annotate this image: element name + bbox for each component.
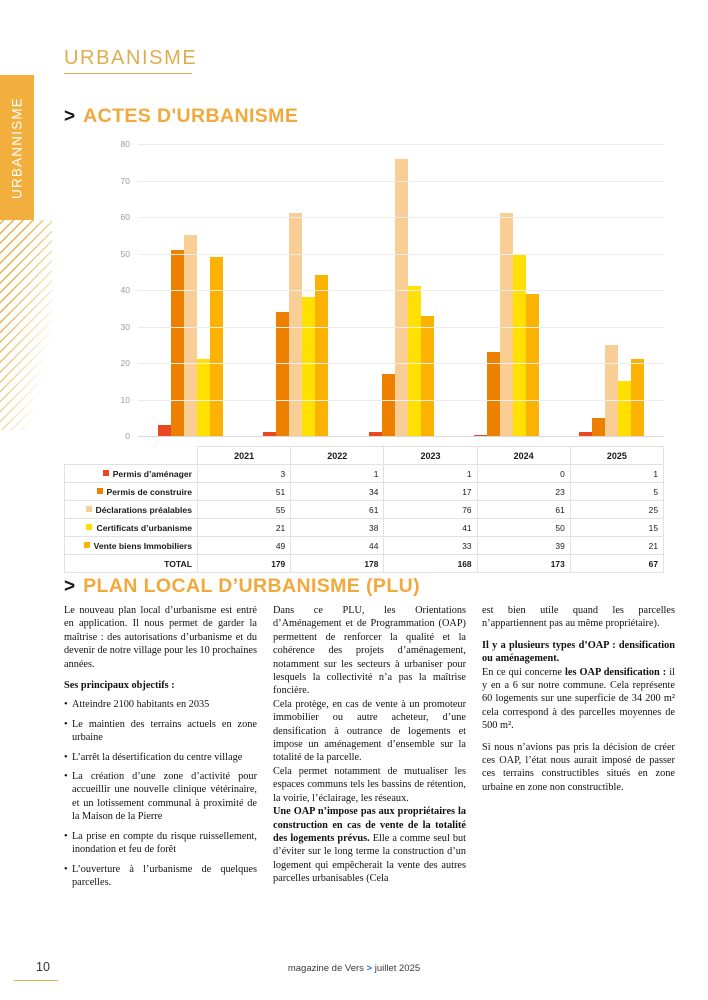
chart-gridline xyxy=(138,144,664,145)
left-decorative-rail xyxy=(0,0,34,1000)
table-cell: 23 xyxy=(477,483,570,501)
table-row-label xyxy=(65,501,198,519)
chart-bar xyxy=(263,432,276,436)
footer-page-number: 10 xyxy=(36,960,50,974)
plu-objective-item: • La création d’une zone d’activité pour accueillir une nouvelle clinique vétérinaire, et un lotissement communal à proximité de la Maison de la Pierre xyxy=(64,770,257,824)
footer-magazine-name: magazine de Vers xyxy=(287,963,364,974)
section-tab-label: URBANNISME xyxy=(9,96,25,199)
table-row-label xyxy=(65,465,198,483)
plu-objectives-list xyxy=(64,698,257,889)
chart-bar xyxy=(158,425,171,436)
plu-oap-paragraph-2: Cela protège, en cas de vente à un promoteur immobilier ou autre acheteur, d’une densification à outrance de logements et impose un aménagement d’ensemble sur la totalité de la parcelle. xyxy=(273,698,466,764)
table-total-row xyxy=(65,555,664,573)
plu-article-body xyxy=(64,604,676,934)
chart-y-tick-label: 60 xyxy=(120,212,130,222)
plu-oap-paragraph-4-bold: Une OAP n’impose pas aux propriétaires la construction en cas de vente de la totalité des logements prévus. xyxy=(273,806,466,844)
plu-objective-item: • L’ouverture à l’urbanisme de quelques parcelles. xyxy=(64,863,257,890)
plu-objective-item: • Atteindre 2100 habitants en 2035 xyxy=(64,698,257,711)
footer-rule xyxy=(14,980,58,981)
plu-oap-paragraph-3: Cela permet notamment de mutualiser les espaces communs tels les bassins de rétention, la voirie, l’éclairage, les réseaux. xyxy=(273,765,466,804)
chart-y-tick-label: 10 xyxy=(120,394,130,405)
section-tab-urbanisme xyxy=(0,75,34,220)
chart-y-tick-label: 30 xyxy=(120,321,130,332)
chart-bar xyxy=(289,213,302,436)
table-total-cell: 178 xyxy=(291,555,384,573)
section-heading-plu-label: PLAN LOCAL D’URBANISME (PLU) xyxy=(83,575,421,597)
chart-bar xyxy=(302,297,315,436)
legend-swatch-icon xyxy=(97,488,103,494)
plu-intro-paragraph: Le nouveau plan local d’urbanisme est entré en application. Il nous permet de garder la maîtrise : des autorisations d’urbanisme et du devenir de notre village pour les 10 prochaines années. xyxy=(64,605,258,670)
table-row-label-text: Permis de construire xyxy=(106,486,192,497)
legend-swatch-icon xyxy=(86,506,92,512)
plu-oap-types-title: Il y a plusieurs types d’OAP : densification ou aménagement. xyxy=(482,639,675,665)
table-cell: 21 xyxy=(570,537,663,555)
table-cell: 34 xyxy=(291,483,384,501)
table-cell: 76 xyxy=(384,501,477,519)
page-header xyxy=(64,47,664,74)
diagonal-stripes-decoration xyxy=(0,220,52,430)
footer-magazine-line xyxy=(0,963,708,974)
legend-swatch-icon xyxy=(103,470,109,476)
plu-oap-paragraph-5: est bien utile quand les parcelles n’appartiennent pas au même propriétaire). xyxy=(482,605,675,630)
plu-oap-paragraph-4-rest: Elle a comme seul but d’éviter sur le long terme la construction d’un logement qui empêcherait la vente des autres parcelles urbanisables (Cela xyxy=(273,832,466,885)
plu-densif-rest: il y en a 6 sur notre commune. Cela représente 60 logements sur une superficie de 34 200 m² cela correspond à des parcelles moyennes de 500 m². xyxy=(482,666,675,732)
chevron-right-icon: > xyxy=(64,576,76,597)
plu-objectives-title: Ses principaux objectifs : xyxy=(64,680,175,692)
table-cell: 44 xyxy=(291,537,384,555)
chart-bar xyxy=(315,275,328,436)
table-row xyxy=(65,501,664,519)
table-row-label-text: Déclarations préalables xyxy=(95,504,192,515)
table-cell: 61 xyxy=(477,501,570,519)
table-column-header: 2021 xyxy=(198,447,291,465)
legend-swatch-icon xyxy=(84,542,90,548)
table-row-label-text: Permis d’aménager xyxy=(112,468,192,479)
chart-gridline xyxy=(138,290,664,291)
table-cell: 1 xyxy=(384,465,477,483)
table-total-cell: 67 xyxy=(570,555,663,573)
chart-bar xyxy=(171,250,184,436)
table-row-label xyxy=(65,537,198,555)
chart-y-tick-label: 20 xyxy=(120,358,130,368)
table-cell: 55 xyxy=(198,501,291,519)
table-column-header: 2025 xyxy=(570,447,663,465)
table-cell: 61 xyxy=(291,501,384,519)
table-row xyxy=(65,519,664,537)
table-corner-cell xyxy=(65,447,198,465)
footer-separator-icon: > xyxy=(366,963,373,974)
chart-bar xyxy=(500,213,513,436)
chart-bar xyxy=(592,418,605,436)
plu-objective-item: • Le maintien des terrains actuels en zone urbaine xyxy=(64,718,257,745)
chevron-right-icon: > xyxy=(64,106,76,127)
actes-urbanisme-bar-chart xyxy=(64,139,664,446)
table-cell: 3 xyxy=(198,465,291,483)
chart-bar xyxy=(605,345,618,436)
chart-bar xyxy=(395,159,408,436)
table-cell: 41 xyxy=(384,519,477,537)
plu-column-1 xyxy=(64,604,257,934)
chart-bar xyxy=(382,374,395,436)
chart-gridline xyxy=(138,181,664,182)
chart-y-tick-label: 0 xyxy=(125,431,130,441)
chart-bar xyxy=(579,432,592,436)
table-cell: 38 xyxy=(291,519,384,537)
table-total-cell: 173 xyxy=(477,555,570,573)
plu-objective-item: • L’arrêt la désertification du centre village xyxy=(64,751,257,764)
plu-densif-lead: En ce qui concerne xyxy=(482,666,566,678)
chart-gridline xyxy=(138,327,664,328)
actes-urbanisme-data-table xyxy=(64,446,664,573)
table-cell: 51 xyxy=(198,483,291,501)
chart-y-tick-label: 80 xyxy=(120,139,130,149)
plu-objective-item: • La prise en compte du risque ruissellement, inondation et feu de forêt xyxy=(64,830,257,857)
section-heading-plu xyxy=(64,575,420,598)
plu-oap-paragraph-4 xyxy=(273,805,466,885)
table-row xyxy=(65,465,664,483)
chart-bar xyxy=(408,286,421,436)
plu-column-3 xyxy=(482,604,675,934)
chart-y-axis xyxy=(64,139,138,446)
table-column-header: 2022 xyxy=(291,447,384,465)
table-row xyxy=(65,483,664,501)
page-header-rule xyxy=(64,73,192,74)
plu-oap-conclusion-paragraph: Si nous n’avions pas pris la décision de créer ces OAP, l’état nous aurait imposé de passer ces terrains constructibles situés en zone urbaine en zone non constructible. xyxy=(482,741,675,793)
table-column-header: 2023 xyxy=(384,447,477,465)
chart-gridline xyxy=(138,217,664,218)
table-cell: 21 xyxy=(198,519,291,537)
table-cell: 17 xyxy=(384,483,477,501)
table-total-cell: 168 xyxy=(384,555,477,573)
section-heading-actes xyxy=(64,105,298,128)
table-row xyxy=(65,537,664,555)
table-row-label-text: Vente biens Immobiliers xyxy=(93,540,192,551)
table-header-row xyxy=(65,447,664,465)
table-cell: 49 xyxy=(198,537,291,555)
footer-issue-date: juillet 2025 xyxy=(374,963,421,974)
chart-gridline xyxy=(138,363,664,364)
chart-plot-area xyxy=(138,144,664,437)
chart-gridline xyxy=(138,400,664,401)
chart-gridline xyxy=(138,254,664,255)
table-cell: 39 xyxy=(477,537,570,555)
table-body xyxy=(65,465,664,573)
table-cell: 25 xyxy=(570,501,663,519)
table-cell: 1 xyxy=(570,465,663,483)
chart-bar xyxy=(513,254,526,437)
section-heading-actes-label: ACTES D'URBANISME xyxy=(83,105,299,127)
table-row-label xyxy=(65,483,198,501)
table-cell: 15 xyxy=(570,519,663,537)
plu-oap-paragraph-1: Dans ce PLU, les Orientations d’Aménagement et de Programmation (OAP) permettent de renforcer la qualité et la cohérence des projets d’aménagement, notamment sur les secteurs à urbaniser pour lesquels la collectivité n’a pas la maîtrise foncière. xyxy=(273,605,466,697)
page-header-title: URBANISME xyxy=(64,47,198,69)
table-total-cell: 179 xyxy=(198,555,291,573)
plu-oap-densification-paragraph xyxy=(482,666,675,733)
chart-bar xyxy=(474,435,487,436)
chart-y-tick-label: 40 xyxy=(120,285,130,295)
table-cell: 50 xyxy=(477,519,570,537)
chart-bar xyxy=(487,352,500,436)
chart-y-tick-label: 50 xyxy=(120,248,130,259)
chart-bar xyxy=(369,432,382,436)
table-total-label: TOTAL xyxy=(65,555,198,573)
chart-bar xyxy=(197,359,210,436)
plu-column-2 xyxy=(273,604,466,934)
table-row-label-text: Certificats d’urbanisme xyxy=(96,522,192,533)
table-cell: 0 xyxy=(477,465,570,483)
chart-bar xyxy=(210,257,223,436)
table-cell: 1 xyxy=(291,465,384,483)
chart-bar xyxy=(276,312,289,436)
chart-y-tick-label: 70 xyxy=(120,175,130,186)
chart-bar xyxy=(618,381,631,436)
chart-bar xyxy=(184,235,197,436)
table-head xyxy=(65,447,664,465)
table-cell: 33 xyxy=(384,537,477,555)
plu-densif-bold: les OAP densification : xyxy=(565,666,667,678)
chart-bar xyxy=(421,316,434,436)
table-cell: 5 xyxy=(570,483,663,501)
legend-swatch-icon xyxy=(86,524,92,530)
table-column-header: 2024 xyxy=(477,447,570,465)
table-row-label xyxy=(65,519,198,537)
chart-bar xyxy=(631,359,644,436)
chart-bar xyxy=(526,294,539,436)
